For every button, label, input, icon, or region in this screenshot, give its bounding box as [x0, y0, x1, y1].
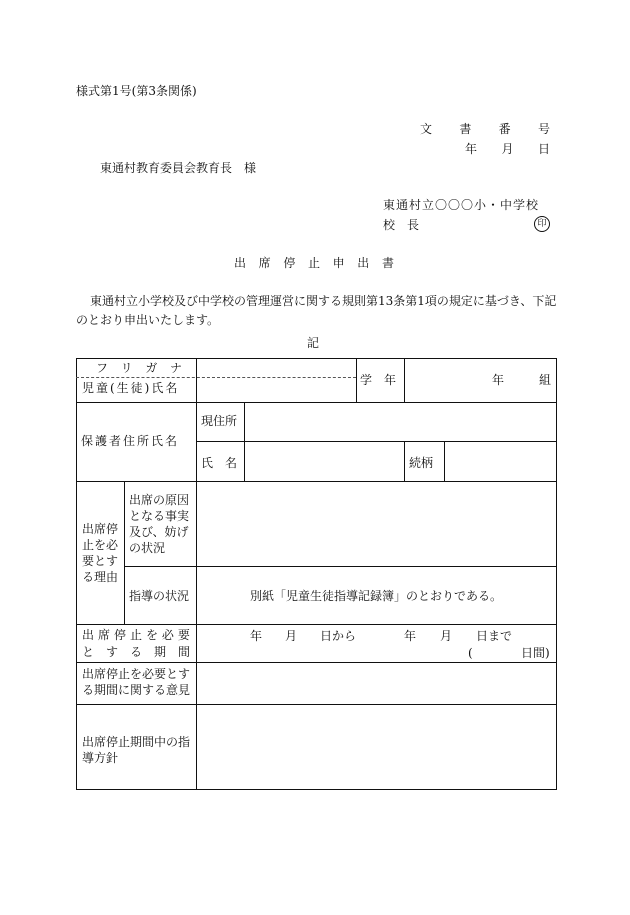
body-text-line-2: のとおり申出いたします。 — [76, 313, 220, 327]
policy-label: 出席停止期間中の指 導方針 — [82, 735, 191, 765]
addressee: 東通村教育委員会教育長 様 — [100, 161, 257, 175]
date-year: 年 — [465, 142, 478, 156]
doc-number-char: 文 — [420, 122, 433, 136]
ki-heading: 記 — [307, 336, 320, 350]
period-days-open: ( — [468, 646, 473, 660]
date-month: 月 — [501, 142, 514, 156]
guardian-name-label: 氏 名 — [201, 456, 238, 470]
body-text-line-1: 東通村立小学校及び中学校の管理運営に関する規則第13条第1項の規定に基づき、下記 — [90, 294, 557, 308]
doc-number-char: 号 — [537, 122, 550, 136]
guardian-label: 保護者住所氏名 — [81, 434, 180, 448]
sender-school: 東通村立〇〇〇小・中学校 — [383, 198, 540, 212]
grade-class-unit: 組 — [539, 373, 552, 387]
relationship-label: 続柄 — [409, 456, 434, 470]
period-label-line-2: と す る 期 間 — [82, 645, 190, 659]
period-to: 年 月 日まで — [404, 629, 512, 643]
period-days-close: 日間) — [521, 646, 550, 660]
guidance-label: 指導の状況 — [129, 589, 190, 603]
grade-label: 学 年 — [360, 373, 397, 387]
facts-label: 出席の原因 となる事実 及び、妨げ の状況 — [129, 493, 190, 555]
sender-title: 校 長 — [383, 218, 420, 232]
reason-label: 出席停 止を必 要とす る理由 — [82, 522, 119, 584]
document-title: 出 席 停 止 申 出 書 — [234, 256, 394, 270]
form-number: 様式第1号(第3条関係) — [76, 84, 197, 98]
student-name-label: 児童(生徒)氏名 — [82, 381, 180, 395]
date-day: 日 — [537, 142, 550, 156]
period-label-line-1: 出 席 停 止 を 必 要 — [82, 628, 190, 642]
doc-number-char: 番 — [498, 122, 511, 136]
seal-mark: 印 — [534, 216, 550, 232]
opinion-label: 出席停止を必要とす る期間に関する意見 — [82, 667, 191, 697]
address-label: 現住所 — [201, 414, 238, 428]
document-number — [420, 123, 550, 135]
doc-number-char: 書 — [459, 122, 472, 136]
grade-year-unit: 年 — [492, 373, 505, 387]
furigana-label: フ リ ガ ナ — [96, 361, 182, 375]
guidance-text: 別紙「児童生徒指導記録簿」のとおりである。 — [250, 589, 503, 603]
period-from: 年 月 日から — [250, 629, 356, 643]
date-line — [465, 143, 550, 155]
